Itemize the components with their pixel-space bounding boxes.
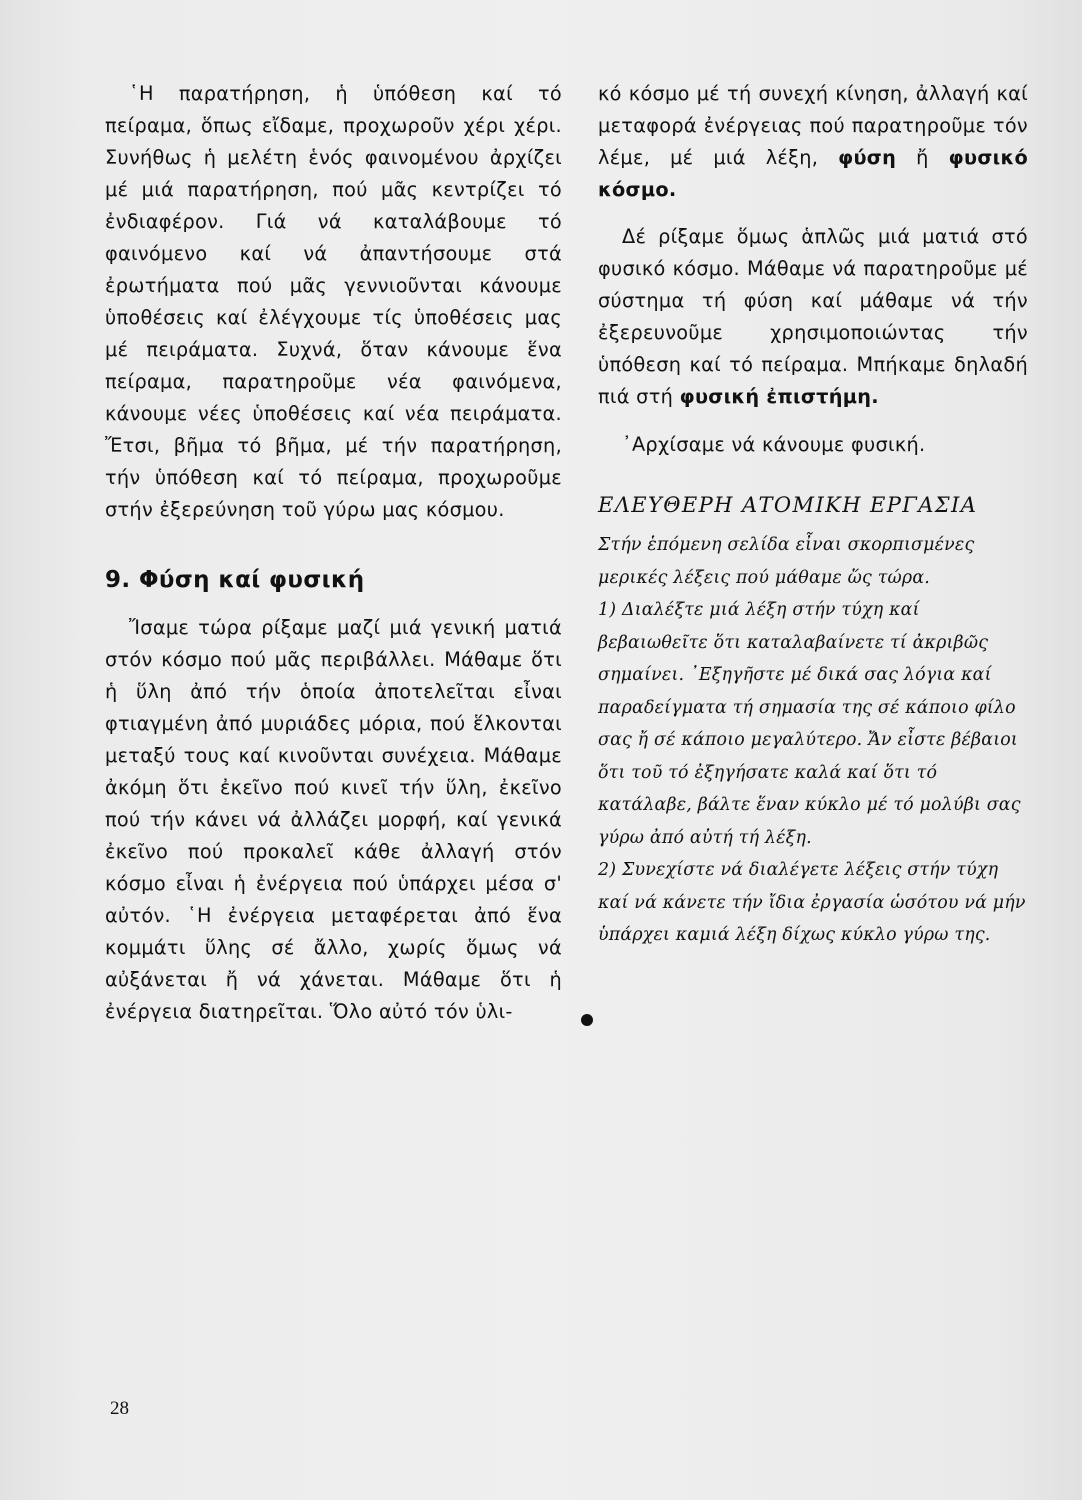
exercise-intro: Στήν ἑπόμενη σελίδα εἶναι σκορπισμένες μερικές λέξεις πού μάθαμε ὥς τώρα. [598, 535, 975, 588]
term-physical-world: φυσικό κόσμο. [598, 146, 1029, 201]
exercise-step-2: 2) Συνεχίστε νά διαλέγετε λέξεις στήν τύχη καί νά κάνετε τήν ἴδια ἐργασία ὡσότου νά μήν ὑπάρχει καμιά λέξη δίχως κύκλο γύρω της. [598, 860, 1026, 945]
paragraph-continuation [598, 78, 1028, 206]
paragraph-observation: ῾Η παρατήρηση, ἡ ὑπόθεση καί τό πείραμα, ὅπως εἴδαμε, προχωροῦν χέρι χέρι. Συνήθως ἡ μελέτη ἑνός φαινομένου ἀρχίζει μέ μιά παρατήρηση, πού μᾶς κεντρίζει τό ἐνδιαφέρον. Γιά νά καταλάβουμε τό φαινόμενο καί νά ἀπαντήσουμε στά ἐρωτήματα πού μᾶς γεννιοῦνται κάνουμε ὑποθέσεις καί ἐλέγχουμε τίς ὑποθέσεις μας μέ πειράματα. Συχνά, ὅταν κάνουμε ἕνα πείραμα, παρατηροῦμε νέα φαινόμενα, κάνουμε νέες ὑποθέσεις καί νέα πειράματα. Ἔτσι, βῆμα τό βῆμα, μέ τήν παρατήρηση, τήν ὑπόθεση καί τό πείραμα, προχωροῦμε στήν ἐξερεύνηση τοῦ γύρω μας κόσμου. [105, 82, 562, 521]
term-physis: φύση [838, 146, 897, 169]
bullet-dot [581, 1014, 593, 1026]
left-column [105, 78, 562, 1028]
paragraph-physics: ᾿Αρχίσαμε νά κάνουμε φυσική. [622, 433, 926, 456]
exercise-title: ΕΛΕΥΘΕΡΗ ΑΤΟΜΙΚΗ ΕΡΓΑΣΙΑ [598, 493, 978, 517]
continuation-text: κό κόσμο μέ τή συνεχή κίνηση, ἀλλαγή καί μεταφορά ἐνέργειας πού παρατηροῦμε τόν λέμε, μέ μιά λέξη, [598, 82, 1028, 169]
section-heading: 9. Φύση καί φυσική [105, 567, 365, 593]
exercise-body [598, 529, 1028, 952]
paragraph-science [598, 221, 1028, 413]
term-physical-science: φυσική ἐπιστήμη. [679, 385, 879, 408]
exercise-step-1: 1) Διαλέξτε μιά λέξη στήν τύχη καί βεβαιωθεῖτε ὅτι καταλαβαίνετε τί ἀκριβῶς σημαίνει. ᾿Εξηγῆστε μέ δικά σας λόγια καί παραδείγματα τή σημασία της σέ κάποιο φίλο σας ἤ σέ κάποιο μεγαλύτερο. Ἄν εἶστε βέβαιοι ὅτι τοῦ τό ἐξηγήσατε καλά καί ὅτι τό κατάλαβε, βάλτε ἕναν κύκλο μέ τό μολύβι σας γύρω ἀπό αὐτή τή λέξη. [598, 600, 1021, 848]
science-text: Δέ ρίξαμε ὅμως ἁπλῶς μιά ματιά στό φυσικό κόσμο. Μάθαμε νά παρατηροῦμε μέ σύστημα τή φύση καί μάθαμε νά τήν ἐξερευνοῦμε χρησιμοποιώντας τήν ὑπόθεση καί τό πείραμα. Μπήκαμε δηλαδή πιά στή [598, 225, 1028, 408]
page-number: 28 [110, 1398, 129, 1419]
paragraph-nature: Ἴσαμε τώρα ρίξαμε μαζί μιά γενική ματιά στόν κόσμο πού μᾶς περιβάλλει. Μάθαμε ὅτι ἡ ὕλη ἀπό τήν ὁποία ἀποτελεῖται εἶναι φτιαγμένη ἀπό μυριάδες μόρια, πού ἕλκονται μεταξύ τους καί κινοῦνται συνέχεια. Μάθαμε ἀκόμη ὅτι ἐκεῖνο πού κινεῖ τήν ὕλη, ἐκεῖνο πού τήν κάνει νά ἀλλάζει μορφή, καί γενικά ἐκεῖνο πού προκαλεῖ κάθε ἀλλαγή στόν κόσμο εἶναι ἡ ἐνέργεια πού ὑπάρχει μέσα σ' αὐτόν. ῾Η ἐνέργεια μεταφέρεται ἀπό ἕνα κομμάτι ὕλης σέ ἄλλο, χωρίς ὅμως νά αὐξάνεται ἤ νά χάνεται. Μάθαμε ὅτι ἡ ἐνέργεια διατηρεῖται. Ὅλο αὐτό τόν ὑλι- [105, 616, 562, 1023]
connector-text: ἤ [916, 146, 929, 169]
right-column [598, 78, 1028, 952]
